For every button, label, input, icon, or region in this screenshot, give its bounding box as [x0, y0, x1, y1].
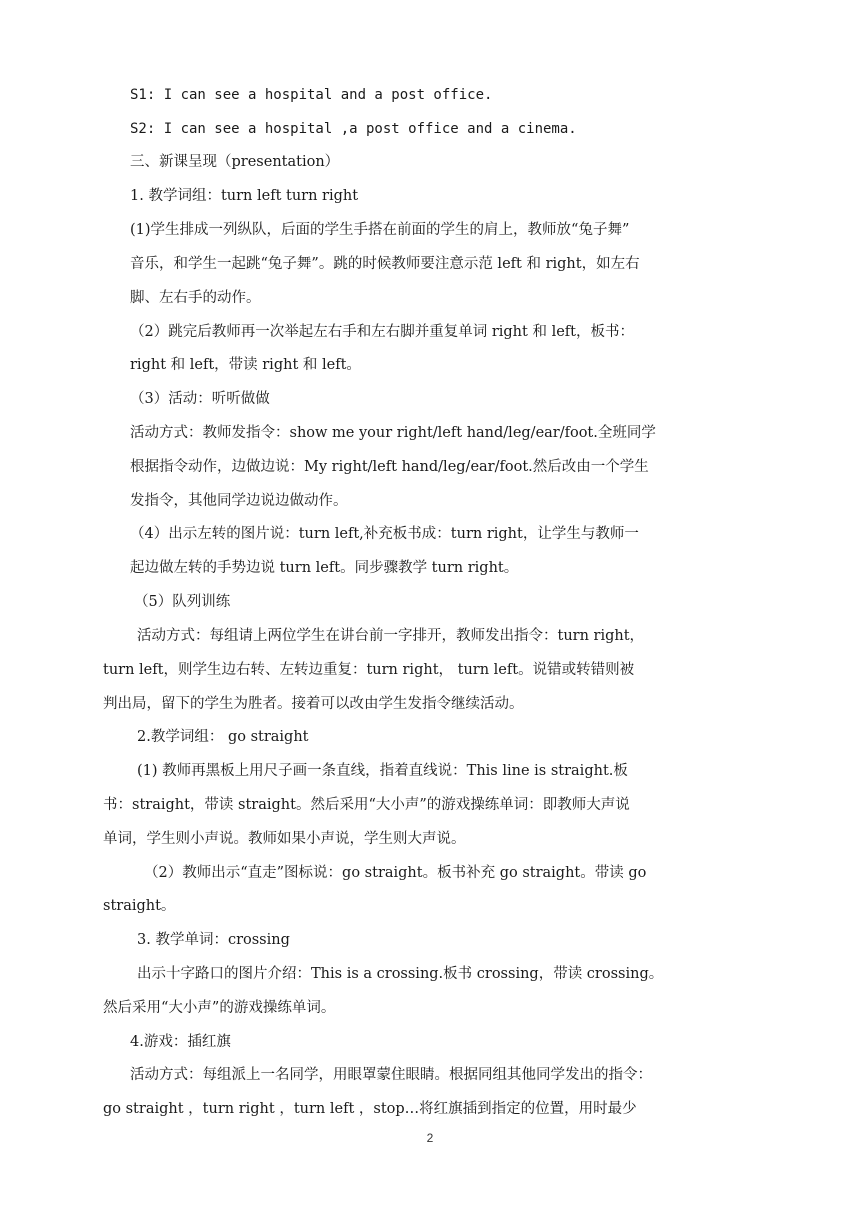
text-line: 活动方式：教师发指令：show me your right/left hand/leg/ear/foot.全班同学 [130, 425, 656, 441]
text-line: （2）跳完后教师再一次举起左右手和左右脚并重复单词 right 和 left，板书： [130, 324, 634, 340]
subsection-heading: 2.教学词组： go straight [137, 729, 309, 745]
text-line: （5）队列训练 [134, 594, 231, 610]
section-heading: 三、新课呈现（presentation） [130, 154, 340, 170]
text-line: S1: I can see a hospital and a post office. [130, 87, 493, 103]
text-line: （4）出示左转的图片说：turn left,补充板书成：turn right，让学生与教师一 [130, 526, 639, 542]
text-line: (1)学生排成一列纵队，后面的学生手搭在前面的学生的肩上，教师放“兔子舞” [130, 222, 630, 238]
text-line: 根据指令动作，边做边说：My right/left hand/leg/ear/foot.然后改由一个学生 [130, 459, 649, 475]
text-line: 出示十字路口的图片介绍：This is a crossing.板书 crossing，带读 crossing。 [137, 966, 664, 982]
text-line: 脚、左右手的动作。 [130, 290, 261, 306]
subsection-heading: 4.游戏：插红旗 [130, 1034, 231, 1050]
text-line: go straight ，turn right ，turn left ，stop…将红旗插到指定的位置，用时最少 [103, 1101, 637, 1117]
text-line: 活动方式：每组请上两位学生在讲台前一字排开，教师发出指令：turn right， [137, 628, 645, 644]
page-number: 2 [426, 1131, 434, 1145]
text-line: 发指令，其他同学边说边做动作。 [130, 493, 348, 509]
text-line: turn left，则学生边右转、左转边重复：turn right， turn left。说错或转错则被 [103, 662, 635, 678]
text-line: 音乐，和学生一起跳“兔子舞”。跳的时候教师要注意示范 left 和 right，如左右 [130, 256, 640, 272]
text-line: 活动方式：每组派上一名同学，用眼罩蒙住眼睛。根据同组其他同学发出的指令： [130, 1067, 652, 1083]
text-line: 然后采用“大小声”的游戏操练单词。 [103, 1000, 336, 1016]
text-line: 判出局，留下的学生为胜者。接着可以改由学生发指令继续活动。 [103, 696, 524, 712]
text-line: 起边做左转的手势边说 turn left。同步骤教学 turn right。 [130, 560, 519, 576]
text-line: straight。 [103, 898, 176, 914]
subsection-heading: 1. 教学词组：turn left turn right [130, 188, 359, 204]
text-line: 书：straight，带读 straight。然后采用“大小声”的游戏操练单词：即教师大声说 [103, 797, 630, 813]
subsection-heading: 3. 教学单词：crossing [137, 932, 290, 948]
text-line: (1) 教师再黑板上用尺子画一条直线，指着直线说：This line is straight.板 [137, 763, 628, 779]
text-line: （3）活动：听听做做 [130, 391, 270, 407]
text-line: S2: I can see a hospital ,a post office and a cinema. [130, 121, 577, 137]
text-line: 单词，学生则小声说。教师如果小声说，学生则大声说。 [103, 831, 466, 847]
text-line: right 和 left，带读 right 和 left。 [130, 357, 361, 373]
text-line: （2）教师出示“直走”图标说：go straight。板书补充 go straight。带读 go [144, 865, 647, 881]
